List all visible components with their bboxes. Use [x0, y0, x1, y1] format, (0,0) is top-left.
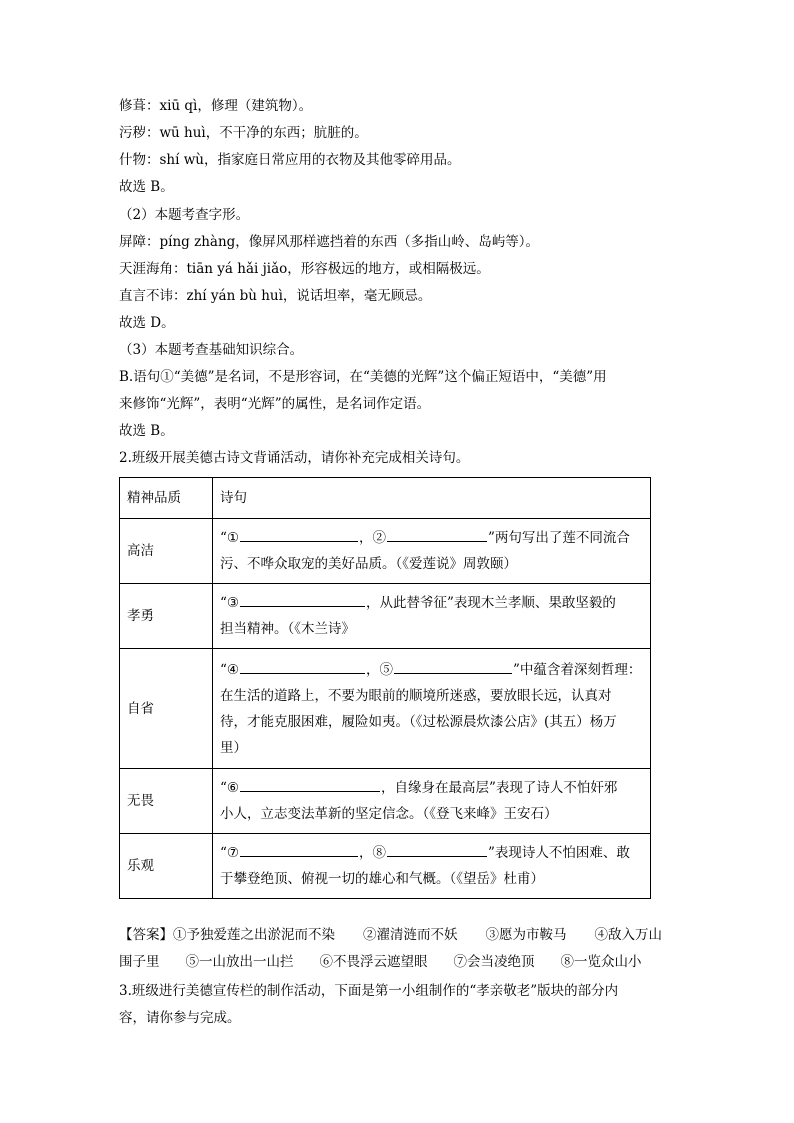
- answer-blank[interactable]: [240, 775, 380, 792]
- answer-item: ②濯清涟而不妖: [363, 927, 458, 943]
- question-3-prompt: 3.班级进行美德宣传栏的制作活动，下面是第一小组制作的“孝亲敬老”版块的部分内: [119, 983, 619, 999]
- answer-blank[interactable]: [240, 657, 365, 674]
- answer-blank[interactable]: [387, 525, 487, 542]
- quality-cell: 乐观: [120, 834, 213, 899]
- poem-cell: “⑦ ，⑧ ”表现诗人不怕困难、敢 于攀登绝顶、俯视一切的雄心和气概。（《望岳》杜甫）: [213, 834, 651, 899]
- question-2-prompt: 2.班级开展美德古诗文背诵活动，请你补充完成相关诗句。: [119, 450, 470, 466]
- quality-cell: 孝勇: [120, 584, 213, 649]
- answer-blank[interactable]: [394, 657, 512, 674]
- text-line: 故选 D。: [119, 315, 175, 331]
- table-row: [120, 519, 651, 584]
- answer-item: ⑤一山放出一山拦: [185, 954, 294, 970]
- answer-item: ⑧一览众山小: [560, 954, 642, 970]
- table-row: [120, 769, 651, 834]
- text-line: B.语句①“美德”是名词，不是形容词，在“美德的光辉”这个偏正短语中，“美德”用: [119, 369, 607, 385]
- answer-label: 【答案】: [119, 927, 173, 943]
- text-line: 什物：shí wù，指家庭日常应用的衣物及其他零碎用品。: [119, 152, 461, 168]
- answer-item: ③愿为市鞍马: [485, 927, 567, 943]
- question-3-prompt-cont: 容，请你参与完成。: [119, 1010, 241, 1026]
- quality-cell: 高洁: [120, 519, 213, 584]
- table-row: [120, 649, 651, 769]
- table-header-row: [120, 478, 651, 519]
- text-line: 修葺：xiū qì，修理（建筑物）。: [119, 98, 313, 114]
- poem-cell: “① ，② ”两句写出了莲不同流合 污、不哗众取宠的美好品质。（《爱莲说》周敦颐）: [213, 519, 651, 584]
- answer-blank[interactable]: [240, 590, 365, 607]
- text-line: 污秽：wū huì，不干净的东西；肮脏的。: [119, 125, 368, 141]
- answer-item: 围子里: [119, 954, 160, 970]
- answer-line: [119, 953, 642, 971]
- text-line: 屏障：píng zhàng，像屏风那样遮挡着的东西（多指山岭、岛屿等）。: [119, 234, 540, 250]
- text-line: （2）本题考查字形。: [119, 207, 250, 223]
- quality-cell: 无畏: [120, 769, 213, 834]
- answer-blank[interactable]: [240, 840, 358, 857]
- answer-blank[interactable]: [240, 525, 358, 542]
- table-row: [120, 834, 651, 899]
- quality-cell: 自省: [120, 649, 213, 769]
- text-line: 天涯海角：tiān yá hǎi jiǎo，形容极远的地方，或相隔极远。: [119, 261, 490, 277]
- table-row: [120, 584, 651, 649]
- text-line: 故选 B。: [119, 423, 174, 439]
- answer-item: ①予独爱莲之出淤泥而不染: [173, 927, 335, 943]
- text-line: 直言不讳：zhí yán bù huì，说话坦率，毫无顾忌。: [119, 288, 432, 304]
- answer-blank[interactable]: [387, 840, 487, 857]
- text-line: （3）本题考查基础知识综合。: [119, 342, 304, 358]
- answer-item: ⑦会当凌绝顶: [453, 954, 535, 970]
- header-poem: 诗句: [213, 478, 651, 519]
- answer-item: ④敌入万山: [594, 927, 662, 943]
- poem-cell: “④ ，⑤ ”中蕴含着深刻哲理： 在生活的道路上，不要为眼前的顺境所迷惑，要放眼长远，认真对 待，才能克服困难，履险如夷。（《过松源晨炊漆公店》(其五）杨万 里）: [213, 649, 651, 769]
- text-line: 故选 B。: [119, 179, 174, 195]
- poem-table: [119, 477, 651, 899]
- poem-cell: “⑥ ，自缘身在最高层”表现了诗人不怕奸邪 小人，立志变法革新的坚定信念。（《登飞来峰》王安石）: [213, 769, 651, 834]
- answer-line: [119, 926, 662, 944]
- header-quality: 精神品质: [120, 478, 213, 519]
- answer-item: ⑥不畏浮云遮望眼: [319, 954, 428, 970]
- poem-cell: “③ ，从此替爷征”表现木兰孝顺、果敢坚毅的 担当精神。（《木兰诗》: [213, 584, 651, 649]
- text-line: 来修饰“光辉”，表明“光辉”的属性，是名词作定语。: [119, 396, 431, 412]
